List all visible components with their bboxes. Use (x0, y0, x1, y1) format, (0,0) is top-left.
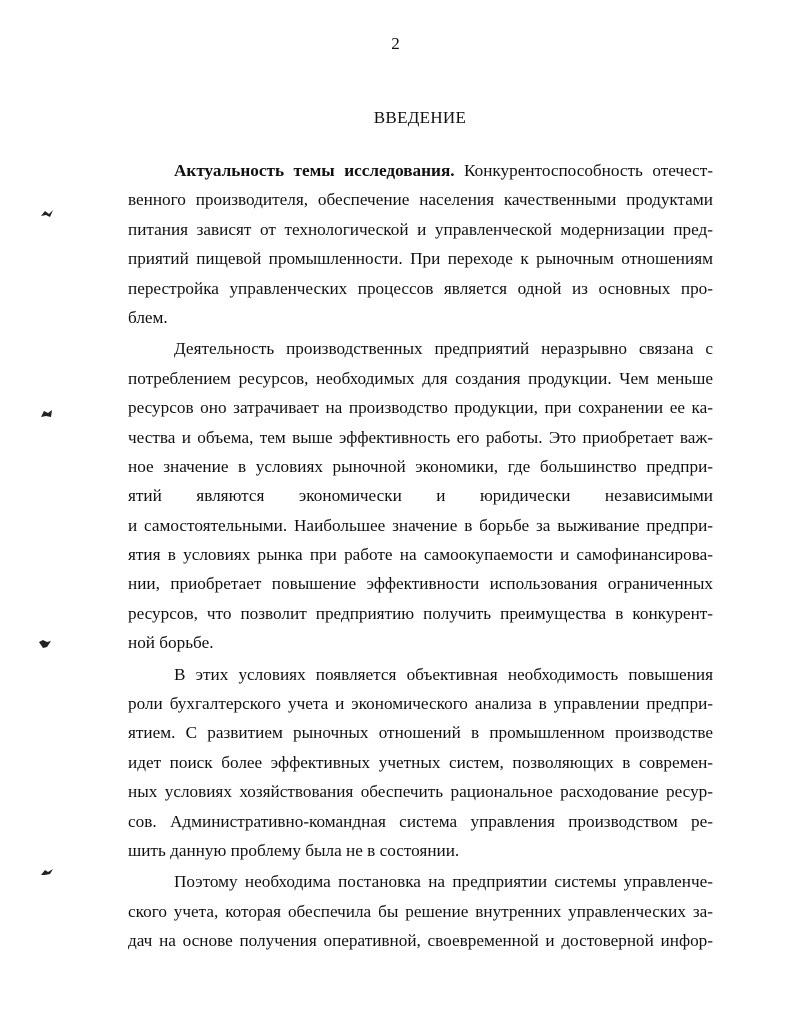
text-line: приятий пищевой промышленности. При переходе к рыночным отношениям (128, 249, 713, 269)
text-line: дач на основе получения оперативной, своевременной и достоверной инфор- (128, 931, 713, 951)
text-line: ресурсов оно затрачивает на производство продукции, при сохранении ее ка- (128, 398, 713, 418)
text-line: ресурсов, что позволит предприятию получить преимущества в конкурент- (128, 603, 713, 623)
text-line: ных условиях хозяйствования обеспечить рациональное расходование ресур- (128, 782, 713, 802)
text-line: чества и объема, тем выше эффективность его работы. Это приобретает важ- (128, 427, 713, 447)
text-line: венного производителя, обеспечение населения качественными продуктами (128, 190, 713, 210)
text-line: и самостоятельными. Наибольшее значение в борьбе за выживание предпри- (128, 515, 713, 535)
text-line: Актуальность темы исследования. Конкурентоспособность отечест- (174, 161, 713, 180)
text-line: ятия в условиях рынка при работе на самоокупаемости и самофинансирова- (128, 545, 713, 565)
text-line: идет поиск более эффективных учетных систем, позволяющих в современ- (128, 752, 713, 772)
scan-artifact-icon (40, 208, 52, 218)
text-line: потреблением ресурсов, необходимых для создания продукции. Чем меньше (128, 368, 713, 388)
text-line: Деятельность производственных предприятий неразрывно связана с (174, 339, 713, 359)
text-line: ятием. С развитием рыночных отношений в промышленном производстве (128, 723, 713, 743)
text-line: ное значение в условиях рыночной экономики, где большинство предпри- (128, 456, 713, 476)
page-number: 2 (391, 34, 400, 53)
scan-artifact-icon (40, 408, 52, 418)
text-line: шить данную проблему была не в состоянии. (128, 840, 460, 860)
text-line: Поэтому необходима постановка на предприятии системы управленче- (174, 872, 713, 892)
text-line: В этих условиях появляется объективная необходимость повышения (174, 664, 713, 684)
text-line: ной борьбе. (128, 633, 214, 653)
text-line: нии, приобретает повышение эффективности использования ограниченных (128, 574, 713, 594)
scan-artifact-icon (38, 638, 50, 648)
text-line: ского учета, которая обеспечила бы решение внутренних управленческих за- (128, 901, 713, 921)
text-line: блем. (128, 307, 168, 327)
paragraph (128, 334, 713, 657)
paragraph (128, 867, 713, 955)
paragraph (128, 156, 713, 332)
section-heading: ВВЕДЕНИЕ (373, 108, 467, 127)
text-line: перестройка управленческих процессов является одной из основных про- (128, 278, 713, 298)
text-line: питания зависят от технологической и управленческой модернизации пред- (128, 219, 713, 239)
text-line: ятий являются экономически и юридически независимыми (128, 486, 713, 506)
text-line: роли бухгалтерского учета и экономического анализа в управлении предпри- (128, 694, 713, 714)
scan-artifact-icon (40, 866, 52, 876)
topic-relevance-lead: Актуальность темы исследования. (174, 161, 455, 180)
text-line: сов. Административно-командная система управления производством ре- (128, 811, 713, 831)
paragraph (128, 660, 713, 866)
document-body (128, 156, 713, 958)
